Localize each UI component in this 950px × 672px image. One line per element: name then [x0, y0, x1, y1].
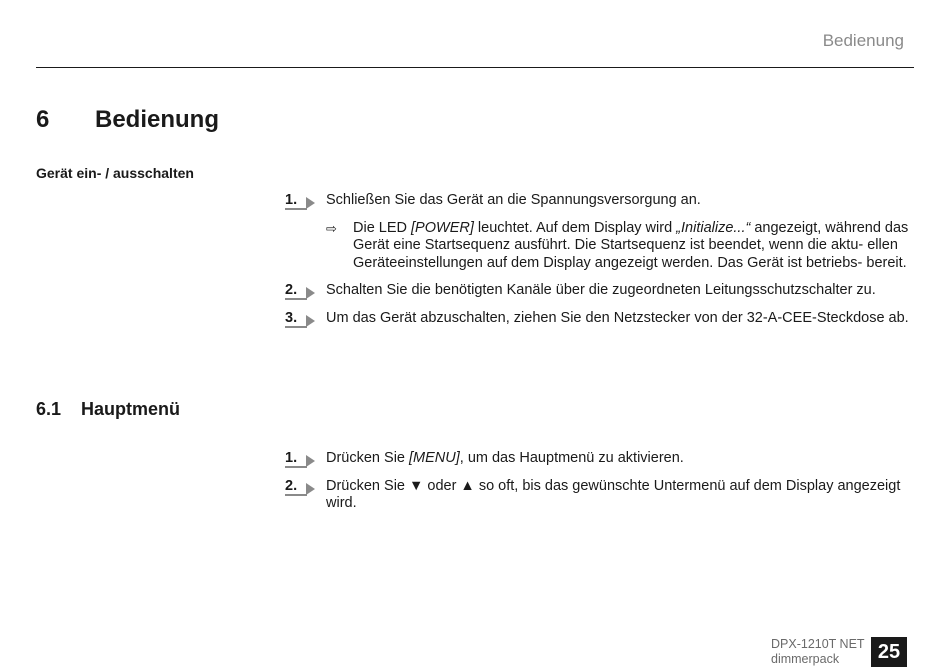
result-text-1: Die LED [353, 219, 412, 236]
result-text-3: angezeigt, während das Gerät eine Startsequenz ausführt. Die Startsequenz ist beendet, wenn die aktu- ellen Geräteeinstellungen auf dem Display angezeigt werden. Das Gerät ist betriebs- bereit. [353, 219, 909, 271]
chapter-title: Bedienung [95, 106, 219, 133]
chapter-heading [36, 106, 219, 134]
chapter-number: 6 [36, 106, 50, 133]
footer-model [771, 637, 865, 667]
power-steps [285, 192, 915, 337]
step-number: 1. [285, 450, 298, 466]
led-power-label: [POWER] [411, 219, 474, 236]
result-text-2: leuchtet. Auf dem Display wird [473, 219, 677, 236]
step-text-2: , um das Hauptmenü zu aktivieren. [459, 450, 684, 466]
section-number: 6.1 [36, 399, 62, 419]
subsection-heading: Gerät ein- / ausschalten [36, 165, 194, 181]
step-text: Schließen Sie das Gerät an die Spannungsversorgung an. [326, 192, 701, 208]
step-marker [285, 450, 319, 468]
step-text: Um das Gerät abzuschalten, ziehen Sie den Netzstecker von der 32-A-CEE-Steckdose ab. [326, 309, 909, 326]
initialize-label: „Initialize...“ [676, 219, 751, 236]
step-underline [285, 466, 307, 468]
step-text-1: Drücken Sie [326, 450, 410, 466]
step-1 [285, 192, 915, 210]
product-name: dimmerpack [771, 652, 840, 666]
step-arrow-icon [306, 197, 315, 209]
step-3 [285, 310, 915, 328]
step-arrow-icon [306, 483, 315, 495]
step-underline [285, 494, 307, 496]
arrow-right-outline-icon: ⇨ [326, 220, 337, 236]
step-number: 1. [285, 192, 298, 208]
step-arrow-icon [306, 455, 315, 467]
section-heading [36, 399, 180, 420]
step-number: 2. [285, 282, 298, 298]
step-marker [285, 282, 319, 300]
step-marker [285, 192, 319, 210]
step-marker [285, 478, 319, 496]
step-text: Drücken Sie ▼ oder ▲ so oft, bis das gewünschte Untermenü auf dem Display angezeigt wird. [326, 477, 901, 511]
step-underline [285, 298, 307, 300]
section-title: Hauptmenü [81, 399, 180, 419]
step-arrow-icon [306, 287, 315, 299]
model-name: DPX-1210T NET [771, 637, 865, 651]
step-1-result [285, 220, 915, 273]
step-number: 3. [285, 309, 298, 326]
step-text: Schalten Sie die benötigten Kanäle über die zugeordneten Leitungsschutzschalter zu. [326, 282, 876, 298]
header-rule [36, 67, 914, 68]
step-underline [285, 326, 307, 328]
step-1 [285, 450, 915, 468]
step-2 [285, 478, 915, 513]
menu-key-label: [MENU] [409, 450, 460, 466]
running-header: Bedienung [822, 31, 904, 50]
page-number: 25 [871, 637, 907, 667]
step-2 [285, 282, 915, 300]
step-underline [285, 208, 307, 210]
step-number: 2. [285, 477, 298, 494]
step-arrow-icon [306, 315, 315, 327]
step-marker [285, 310, 319, 328]
menu-steps [285, 450, 915, 523]
